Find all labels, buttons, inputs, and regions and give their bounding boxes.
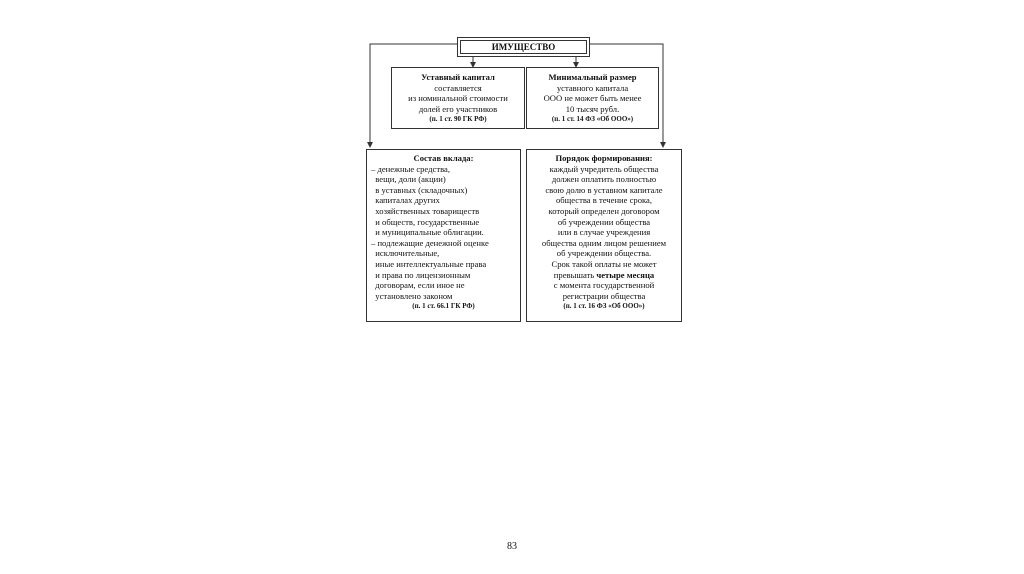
box2-line: ООО не может быть менее	[543, 93, 642, 104]
box3-line: хозяйственных товариществ	[371, 205, 480, 216]
box4-ref: (п. 1 ст. 16 ФЗ «Об ООО»)	[563, 302, 645, 311]
box1-line: составляется	[434, 82, 482, 93]
box4-line: каждый учредитель общества	[549, 163, 659, 174]
box3-line: и обществ, государственные	[371, 216, 480, 227]
box4-line: который определен договором	[548, 205, 660, 216]
box4-line: общества в течение срока,	[555, 195, 653, 206]
box2-line: уставного капитала	[556, 82, 629, 93]
box-min-size	[526, 67, 659, 129]
box4-line: с момента государственной	[553, 280, 655, 291]
title-box	[457, 37, 590, 57]
box4-line: свою долю в уставном капитале	[545, 184, 663, 195]
box-contribution	[366, 149, 521, 322]
box4-line: об учреждении общества	[557, 216, 651, 227]
page-number: 83	[507, 541, 517, 552]
box4-line: или в случае учреждения	[557, 227, 651, 238]
box1-line: из номинальной стоимости	[408, 93, 508, 104]
box1-ref: (п. 1 ст. 90 ГК РФ)	[429, 115, 487, 124]
box3-line: исключительные,	[371, 248, 440, 259]
title-text: ИМУЩЕСТВО	[460, 40, 587, 54]
box-charter-capital	[391, 67, 525, 129]
box1-heading: Уставный капитал	[421, 72, 495, 82]
box2-ref: (п. 1 ст. 14 ФЗ «Об ООО»)	[551, 115, 634, 124]
box3-line: и муниципальные облигации.	[371, 227, 484, 238]
box3-line: – подлежащие денежной оценке	[371, 237, 489, 248]
box-formation-order	[526, 149, 682, 322]
box3-heading: Состав вклада:	[413, 153, 474, 163]
box4-heading: Порядок формирования:	[555, 153, 653, 163]
box4-line: должен оплатить полностью	[551, 174, 657, 185]
box4-line: Срок такой оплаты не может	[551, 258, 657, 269]
box3-line: и права по лицензионным	[371, 269, 471, 280]
box4-bold-term: четыре месяца	[596, 269, 655, 280]
box3-line: – денежные средства,	[371, 163, 450, 174]
box3-ref: (п. 1 ст. 66.1 ГК РФ)	[412, 302, 475, 311]
box3-line: в уставных (складочных)	[371, 184, 468, 195]
box3-line: капиталах других	[371, 195, 440, 206]
box1-line: долей его участников	[418, 103, 498, 114]
box4-line: общества одним лицом решением	[541, 237, 667, 248]
box3-line: вещи, доли (акции)	[371, 174, 446, 185]
box3-line: установлено законом	[371, 290, 453, 301]
box3-line: иные интеллектуальные права	[371, 258, 487, 269]
box4-line-prefix: превышать	[553, 269, 597, 280]
box3-line: договорам, если иное не	[371, 280, 465, 291]
box4-line: регистрации общества	[562, 290, 646, 301]
box2-line: 10 тысяч рубл.	[565, 103, 620, 114]
box4-line-emphasis	[527, 270, 681, 281]
box2-heading: Минимальный размер	[548, 72, 637, 82]
box4-line: об учреждении общества.	[556, 248, 652, 259]
